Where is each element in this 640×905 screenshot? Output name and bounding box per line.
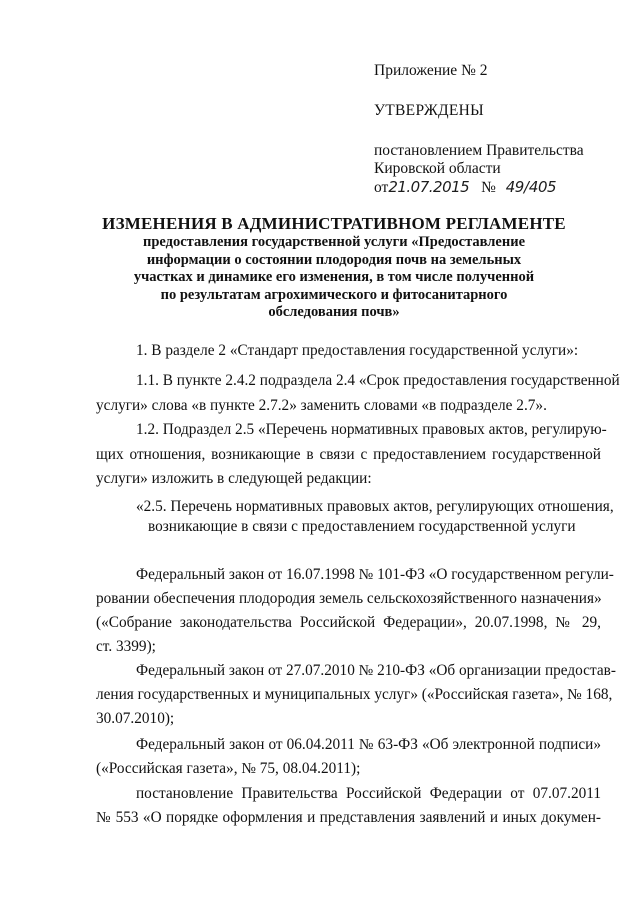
- handwritten-number-b: 405: [528, 178, 557, 196]
- subtitle-line: предоставления государственной услуги «Предоставление: [142, 234, 526, 250]
- law-2-line-1: Федеральный закон от 27.07.2010 № 210-ФЗ «Об организации предостав-: [136, 662, 616, 679]
- handwritten-number-a: 49: [505, 178, 524, 196]
- decree-553-line-1: постановление Правительства Российской Федерации от 07.07.2011: [136, 785, 601, 802]
- approval-block: [374, 62, 584, 197]
- law-1-line-2: ровании обеспечения плодородия земель сельскохозяйственного назначения»: [96, 590, 602, 607]
- document-title: ИЗМЕНЕНИЯ В АДМИНИСТРАТИВНОМ РЕГЛАМЕНТЕ: [102, 214, 566, 233]
- appendix-label: Приложение № 2: [374, 62, 488, 79]
- decree-line-1: постановлением Правительства: [374, 142, 584, 159]
- paragraph-1-2-line-2: щих отношения, возникающие в связи с предоставлением государственной: [96, 446, 601, 463]
- decree-553-line-2: № 553 «О порядке оформления и представления заявлений и иных докумен-: [96, 809, 601, 826]
- law-1-line-1: Федеральный закон от 16.07.1998 № 101-ФЗ «О государственном регули-: [136, 566, 614, 583]
- paragraph-1: 1. В разделе 2 «Стандарт предоставления государственной услуги»:: [136, 342, 579, 359]
- subtitle-line: участках и динамике его изменения, в том числе полученной: [133, 269, 535, 285]
- subtitle-line: по результатам агрохимического и фитосанитарного: [160, 286, 508, 303]
- paragraph-1-1-line-2: услуги» слова «в пункте 2.7.2» заменить словами «в подразделе 2.7».: [96, 397, 547, 414]
- quoted-heading-line-1: «2.5. Перечень нормативных правовых актов, регулирующих отношения,: [136, 498, 614, 515]
- decree-line-2: Кировской области: [374, 160, 501, 177]
- handwritten-slash: /: [523, 178, 529, 196]
- paragraph-1-2-line-3: услуги» изложить в следующей редакции:: [96, 470, 372, 487]
- law-2-line-3: 30.07.2010);: [96, 710, 175, 727]
- law-2-line-2: ления государственных и муниципальных услуг» («Российская газета», № 168,: [96, 686, 613, 703]
- law-1-line-3: («Собрание законодательства Российской Федерации», 20.07.1998, № 29,: [96, 614, 601, 631]
- approved-heading: УТВЕРЖДЕНЫ: [374, 102, 484, 119]
- subtitle-line: обследования почв»: [268, 304, 400, 320]
- document-title-block: [96, 214, 572, 322]
- paragraph-1-1-line-1: 1.1. В пункте 2.4.2 подраздела 2.4 «Срок предоставления государственной: [136, 372, 620, 389]
- subtitle-line: информации о состоянии плодородия почв на земельных: [146, 251, 522, 268]
- law-3-line-2: («Российская газета», № 75, 08.04.2011);: [96, 760, 361, 777]
- date-prefix: от: [374, 179, 389, 196]
- law-1-line-4: ст. 3399);: [96, 638, 156, 655]
- law-3-line-1: Федеральный закон от 06.04.2011 № 63-ФЗ «Об электронной подписи»: [136, 736, 601, 753]
- handwritten-date: 21.07.2015: [388, 178, 470, 196]
- number-label: №: [481, 179, 496, 196]
- decree-date-number: [374, 178, 584, 197]
- quoted-heading-line-2: возникающие в связи с предоставлением государственной услуги: [148, 518, 576, 535]
- paragraph-1-2-line-1: 1.2. Подраздел 2.5 «Перечень нормативных правовых актов, регулирую-: [136, 421, 607, 438]
